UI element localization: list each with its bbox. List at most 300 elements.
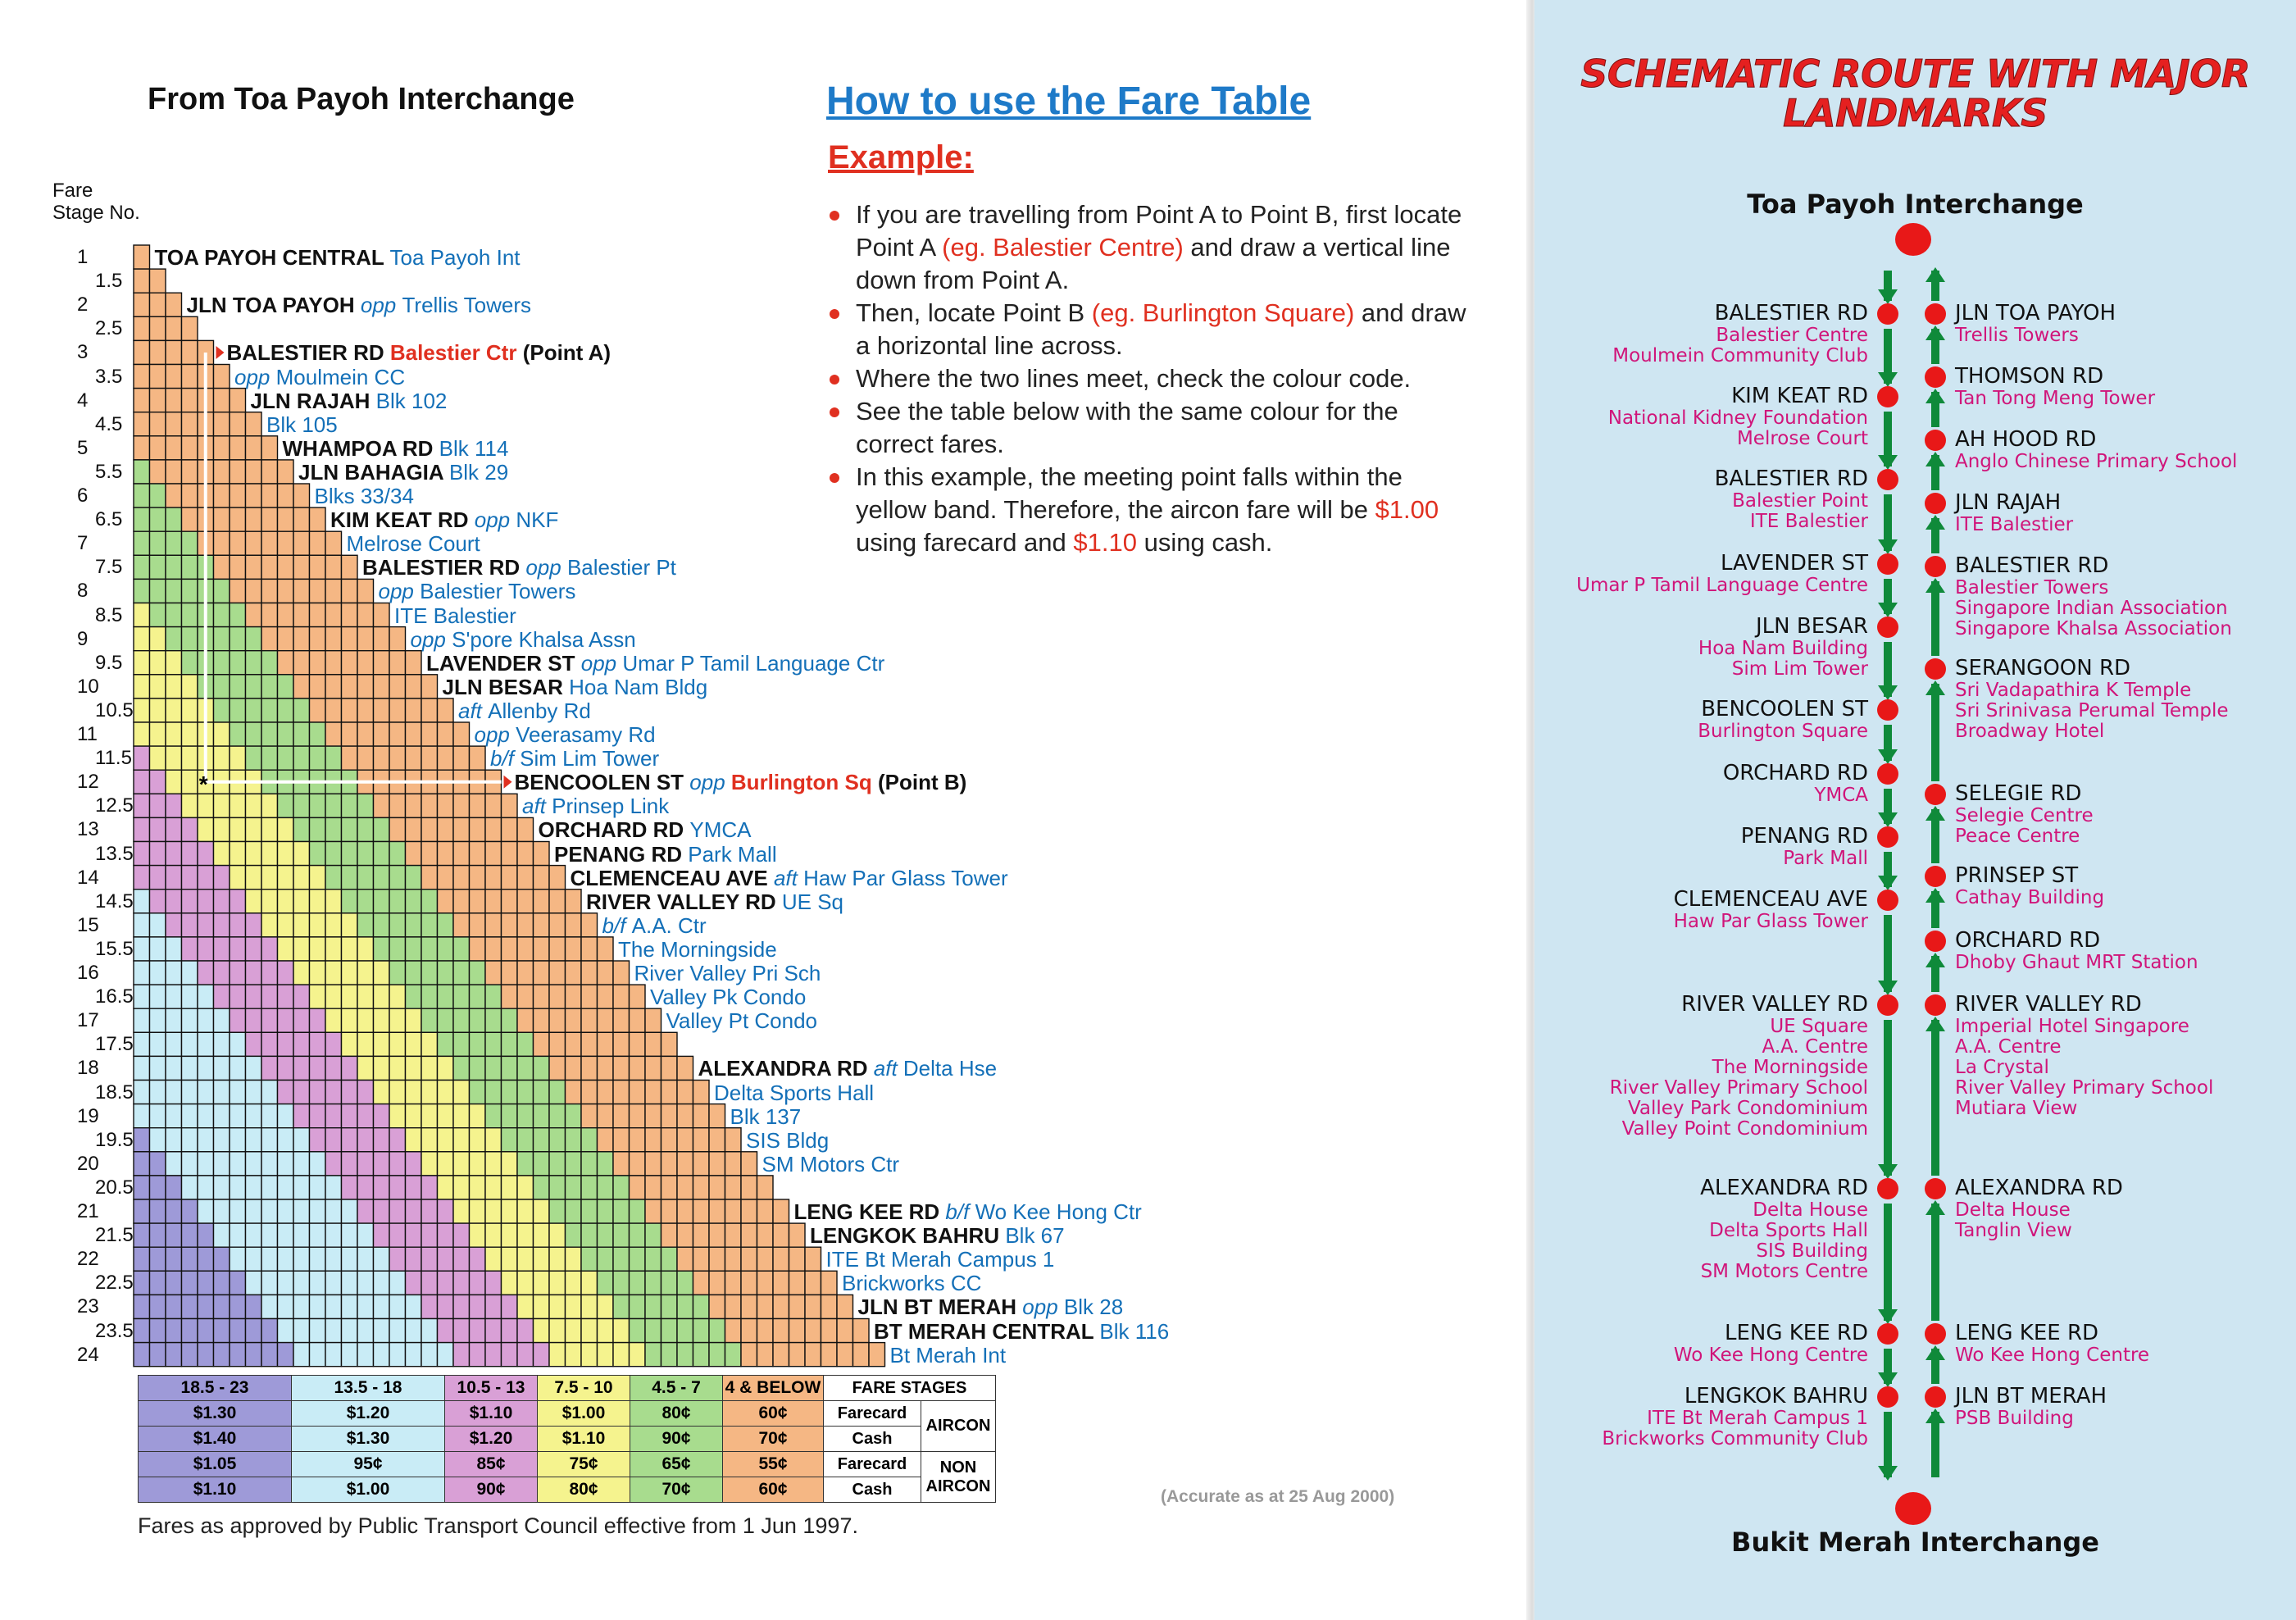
fare-cell bbox=[342, 866, 358, 890]
fare-cell bbox=[246, 1081, 262, 1104]
fare-cell bbox=[598, 1056, 614, 1080]
fare-cell bbox=[374, 1128, 390, 1152]
fare-cell bbox=[517, 1032, 534, 1056]
fare-cell bbox=[598, 1199, 614, 1223]
fare-cell bbox=[485, 1104, 502, 1128]
fare-cell bbox=[453, 794, 470, 817]
fare-cell bbox=[581, 985, 598, 1008]
stage-number: 8.5 bbox=[95, 603, 123, 626]
down-arrow-icon bbox=[1878, 749, 1898, 764]
fare-cell bbox=[246, 961, 262, 985]
fare-cell bbox=[581, 1152, 598, 1176]
fare-cell bbox=[357, 794, 374, 817]
fare-cell bbox=[261, 627, 278, 651]
up-arrow-icon bbox=[1925, 1200, 1945, 1215]
stage-number: 9.5 bbox=[95, 651, 123, 674]
fare-cell bbox=[278, 507, 294, 531]
route-stop-left: LAVENDER ST Umar P Tamil Language Centre bbox=[1576, 551, 1868, 596]
stop-dot-icon bbox=[1877, 994, 1898, 1016]
fare-cell bbox=[230, 913, 246, 937]
fare-cell bbox=[566, 1319, 582, 1343]
fare-cell bbox=[374, 1199, 390, 1223]
fare-cell bbox=[485, 1081, 502, 1104]
fare-cell bbox=[805, 1319, 821, 1343]
fare-cell bbox=[453, 842, 470, 866]
fare-cell bbox=[150, 1295, 166, 1318]
stop-dot-icon bbox=[1877, 699, 1898, 721]
fare-cell bbox=[278, 817, 294, 841]
fare-cell bbox=[389, 1056, 406, 1080]
fare-cell bbox=[677, 1128, 693, 1152]
fare-cell bbox=[310, 603, 326, 627]
fare-cell bbox=[613, 1008, 630, 1032]
stage-number: 23 bbox=[77, 1295, 99, 1318]
fare-cell bbox=[166, 1295, 182, 1318]
fare-cell bbox=[310, 746, 326, 770]
fare-cell bbox=[406, 1223, 422, 1247]
fare-cell bbox=[773, 1223, 789, 1247]
fare-cell bbox=[325, 675, 342, 699]
fare-cell bbox=[214, 484, 230, 507]
stage-number: 5 bbox=[77, 436, 89, 459]
fare-cell bbox=[502, 817, 518, 841]
fare-cell bbox=[182, 389, 198, 412]
fare-cell bbox=[853, 1319, 870, 1343]
fare-legend-table bbox=[138, 1375, 996, 1503]
fare-cell bbox=[677, 1247, 693, 1271]
fare-cell bbox=[438, 1295, 454, 1318]
fare-cell bbox=[261, 1104, 278, 1128]
fare-cell bbox=[470, 1199, 486, 1223]
fare-cell bbox=[485, 817, 502, 841]
fare-cell bbox=[502, 1247, 518, 1271]
fare-cell bbox=[198, 1104, 214, 1128]
fare-cell bbox=[757, 1223, 774, 1247]
fare-cell bbox=[470, 817, 486, 841]
fare-cell bbox=[645, 1152, 662, 1176]
fare-cell bbox=[150, 507, 166, 531]
fare-cell bbox=[470, 1223, 486, 1247]
fare-cell bbox=[230, 1056, 246, 1080]
fare-cell bbox=[470, 842, 486, 866]
fare-cell bbox=[581, 1081, 598, 1104]
down-arrow-icon bbox=[1878, 1309, 1898, 1324]
fare-cell bbox=[566, 1032, 582, 1056]
down-arrow-shaft bbox=[1884, 915, 1892, 992]
fare-cell bbox=[325, 890, 342, 913]
fare-cell bbox=[214, 746, 230, 770]
fare-cell bbox=[150, 389, 166, 412]
fare-cell bbox=[598, 1247, 614, 1271]
fare-cell bbox=[166, 675, 182, 699]
fare-cell bbox=[214, 866, 230, 890]
fare-cell bbox=[693, 1152, 710, 1176]
route-stop-left: BALESTIER RD Balestier Point ITE Balestier bbox=[1714, 466, 1868, 532]
fare-cell bbox=[134, 1128, 150, 1152]
stage-number: 7 bbox=[77, 532, 89, 555]
fare-cell bbox=[325, 842, 342, 866]
fare-cell bbox=[246, 937, 262, 961]
accurate-note: (Accurate as at 25 Aug 2000) bbox=[1161, 1487, 1395, 1506]
fare-cell bbox=[134, 1295, 150, 1318]
fare-cell bbox=[613, 1295, 630, 1318]
fare-cell bbox=[293, 746, 310, 770]
fare-cell bbox=[389, 1032, 406, 1056]
fare-cell bbox=[773, 1271, 789, 1295]
stage-number: 13.5 bbox=[95, 842, 134, 865]
fare-cell bbox=[150, 890, 166, 913]
route-stop-left: BENCOOLEN ST Burlington Square bbox=[1698, 697, 1868, 742]
fare-cell bbox=[182, 579, 198, 603]
fare-cell bbox=[166, 722, 182, 746]
fare-cell bbox=[182, 1247, 198, 1271]
fare-cell bbox=[453, 1199, 470, 1223]
fare-cell bbox=[549, 1271, 566, 1295]
fare-cell bbox=[453, 1319, 470, 1343]
fare-cell bbox=[421, 1056, 438, 1080]
fare-cell bbox=[342, 1081, 358, 1104]
fare-cell bbox=[421, 1104, 438, 1128]
down-arrow-icon bbox=[1878, 289, 1898, 304]
fare-cell bbox=[453, 1247, 470, 1271]
fare-cell bbox=[342, 1199, 358, 1223]
fare-cell bbox=[374, 699, 390, 722]
fare-cell bbox=[374, 961, 390, 985]
fare-cell bbox=[198, 1223, 214, 1247]
stop-label: ORCHARD RD YMCA bbox=[538, 817, 752, 843]
route-stop-left: BALESTIER RD Balestier Centre Moulmein Community Club bbox=[1612, 301, 1868, 366]
fare-cell bbox=[630, 1199, 646, 1223]
stop-label: ALEXANDRA RD aft Delta Hse bbox=[698, 1056, 998, 1081]
fare-cell bbox=[230, 1199, 246, 1223]
instruction-item: In this example, the meeting point falls within the yellow band. Therefore, the aircon fare will be $1.00 using farecard and $1.10 using cash. bbox=[828, 461, 1467, 559]
fare-cell bbox=[598, 937, 614, 961]
stage-number: 17.5 bbox=[95, 1033, 134, 1056]
down-arrow-icon bbox=[1878, 603, 1898, 617]
fare-cell bbox=[293, 1319, 310, 1343]
fare-cell bbox=[325, 555, 342, 579]
stage-number: 10 bbox=[77, 675, 99, 698]
fare-cell bbox=[278, 1176, 294, 1199]
fare-cell bbox=[278, 1152, 294, 1176]
fare-cell bbox=[581, 937, 598, 961]
fare-cell bbox=[246, 1199, 262, 1223]
fare-cell bbox=[134, 1319, 150, 1343]
fare-cell bbox=[246, 1295, 262, 1318]
fare-cell bbox=[566, 1176, 582, 1199]
fare-cell bbox=[598, 1128, 614, 1152]
fare-cell bbox=[453, 1152, 470, 1176]
fare-cell bbox=[374, 603, 390, 627]
fare-cell bbox=[453, 817, 470, 841]
fare-cell bbox=[325, 722, 342, 746]
fare-cell bbox=[134, 1081, 150, 1104]
fare-cell bbox=[261, 699, 278, 722]
fare-cell bbox=[453, 890, 470, 913]
fare-cell bbox=[230, 1271, 246, 1295]
fare-cell bbox=[246, 866, 262, 890]
fare-cell bbox=[214, 937, 230, 961]
fare-cell bbox=[389, 722, 406, 746]
fare-cell bbox=[598, 1319, 614, 1343]
fare-cell bbox=[741, 1343, 757, 1367]
fare-cell bbox=[230, 1008, 246, 1032]
fare-cell bbox=[278, 1199, 294, 1223]
fare-cell bbox=[278, 722, 294, 746]
fare-cell bbox=[198, 890, 214, 913]
fare-cell bbox=[134, 794, 150, 817]
fare-cell bbox=[485, 961, 502, 985]
fare-cell bbox=[246, 531, 262, 555]
fare-cell bbox=[261, 484, 278, 507]
fare-cell bbox=[150, 579, 166, 603]
fare-cell bbox=[502, 1128, 518, 1152]
fare-cell bbox=[182, 770, 198, 794]
fare-cell bbox=[757, 1295, 774, 1318]
stop-label: opp Moulmein CC bbox=[234, 364, 406, 389]
fare-cell bbox=[470, 913, 486, 937]
fare-cell bbox=[134, 460, 150, 484]
fare-cell bbox=[502, 913, 518, 937]
fare-cell bbox=[261, 1008, 278, 1032]
fare-cell bbox=[549, 1343, 566, 1367]
fare-cell bbox=[389, 937, 406, 961]
fare-cell bbox=[182, 484, 198, 507]
fare-cell bbox=[246, 484, 262, 507]
fare-cell bbox=[630, 1223, 646, 1247]
fare-cell bbox=[182, 817, 198, 841]
fare-cell bbox=[198, 794, 214, 817]
down-arrow-shaft bbox=[1884, 1204, 1892, 1321]
route-stop-left: PENANG RD Park Mall bbox=[1740, 824, 1868, 869]
fare-cell bbox=[150, 1008, 166, 1032]
fare-cell bbox=[166, 1056, 182, 1080]
fare-cell bbox=[406, 651, 422, 675]
stop-label: Melrose Court bbox=[346, 531, 480, 557]
fare-cell bbox=[662, 1104, 678, 1128]
fare-cell bbox=[374, 1104, 390, 1128]
fare-cell bbox=[310, 531, 326, 555]
fare-cell bbox=[421, 961, 438, 985]
fare-cell bbox=[166, 651, 182, 675]
fare-cell bbox=[549, 1152, 566, 1176]
fare-cell bbox=[677, 1271, 693, 1295]
fare-cell bbox=[150, 555, 166, 579]
fare-cell bbox=[134, 365, 150, 389]
fare-cell bbox=[581, 961, 598, 985]
fare-cell bbox=[214, 1199, 230, 1223]
fare-cell bbox=[278, 890, 294, 913]
fare-cell bbox=[741, 1152, 757, 1176]
fare-cell bbox=[630, 1056, 646, 1080]
stop-label: PENANG RD Park Mall bbox=[554, 841, 777, 867]
stop-dot-icon bbox=[1925, 931, 1946, 952]
stage-number: 15 bbox=[77, 913, 99, 936]
fare-cell bbox=[325, 866, 342, 890]
fare-cell bbox=[261, 1152, 278, 1176]
fare-cell bbox=[502, 1081, 518, 1104]
fare-cell bbox=[150, 866, 166, 890]
stage-number: 15.5 bbox=[95, 937, 134, 960]
fare-cell bbox=[662, 1319, 678, 1343]
fare-cell bbox=[517, 1152, 534, 1176]
stop-dot-icon bbox=[1925, 866, 1946, 887]
fare-cell bbox=[150, 436, 166, 460]
fare-cell bbox=[549, 1223, 566, 1247]
fare-cell bbox=[757, 1176, 774, 1199]
fare-cell bbox=[566, 1199, 582, 1223]
stop-label: Valley Pk Condo bbox=[650, 985, 807, 1010]
fare-cell bbox=[134, 961, 150, 985]
fare-cell bbox=[549, 961, 566, 985]
fare-cell bbox=[198, 1199, 214, 1223]
fare-row: $1.40 $1.30 $1.20 $1.10 90¢ 70¢ Cash bbox=[139, 1427, 996, 1452]
fare-cell bbox=[342, 794, 358, 817]
fare-cell bbox=[182, 1271, 198, 1295]
fare-cell bbox=[757, 1319, 774, 1343]
fare-cell bbox=[534, 1104, 550, 1128]
fare-cell bbox=[581, 1247, 598, 1271]
fare-cell bbox=[246, 1104, 262, 1128]
fare-cell bbox=[438, 1176, 454, 1199]
fare-cell bbox=[214, 412, 230, 436]
stage-number: 9 bbox=[77, 627, 89, 650]
fare-cell bbox=[438, 794, 454, 817]
fare-cell bbox=[198, 1343, 214, 1367]
stage-number: 1 bbox=[77, 246, 89, 268]
stop-label: CLEMENCEAU AVE aft Haw Par Glass Tower bbox=[570, 865, 1008, 890]
fare-cell bbox=[310, 1199, 326, 1223]
fare-cell bbox=[421, 746, 438, 770]
fare-cell bbox=[342, 1104, 358, 1128]
fare-cell bbox=[421, 1271, 438, 1295]
fare-cell bbox=[342, 961, 358, 985]
fare-cell bbox=[470, 985, 486, 1008]
fare-cell bbox=[230, 937, 246, 961]
fare-cell bbox=[502, 842, 518, 866]
fare-cell bbox=[677, 1343, 693, 1367]
fare-cell bbox=[438, 1199, 454, 1223]
fare-cell bbox=[581, 913, 598, 937]
fare-cell bbox=[662, 1343, 678, 1367]
fare-cell bbox=[421, 1008, 438, 1032]
fare-cell bbox=[502, 1319, 518, 1343]
fare-cell bbox=[182, 1319, 198, 1343]
fare-cell bbox=[214, 699, 230, 722]
fare-cell bbox=[214, 675, 230, 699]
fare-cell bbox=[693, 1081, 710, 1104]
fare-cell bbox=[421, 1199, 438, 1223]
fare-cell bbox=[357, 1295, 374, 1318]
fare-cell bbox=[389, 651, 406, 675]
fare-row: $1.10 $1.00 90¢ 80¢ 70¢ 60¢ Cash bbox=[139, 1477, 996, 1503]
fare-cell bbox=[293, 985, 310, 1008]
fare-cell bbox=[150, 1152, 166, 1176]
route-stop-right: JLN TOA PAYOH Trellis Towers bbox=[1955, 301, 2116, 346]
fare-cell bbox=[230, 603, 246, 627]
fare-cell bbox=[613, 1343, 630, 1367]
fare-cell bbox=[150, 293, 166, 316]
fare-cell bbox=[566, 1104, 582, 1128]
fare-cell bbox=[693, 1104, 710, 1128]
fare-cell bbox=[246, 460, 262, 484]
down-arrow-shaft bbox=[1884, 1020, 1892, 1176]
fare-cell bbox=[310, 1104, 326, 1128]
fare-cell bbox=[310, 1319, 326, 1343]
fare-cell bbox=[453, 1271, 470, 1295]
fare-cell bbox=[182, 794, 198, 817]
stop-label: aft Prinsep Link bbox=[522, 794, 670, 819]
instruction-item: Then, locate Point B (eg. Burlington Square) and draw a horizontal line across. bbox=[828, 297, 1467, 362]
fare-cell bbox=[293, 866, 310, 890]
fare-cell bbox=[134, 1343, 150, 1367]
fare-cell bbox=[246, 1271, 262, 1295]
fare-cell bbox=[357, 699, 374, 722]
fare-cell bbox=[693, 1199, 710, 1223]
fare-cell bbox=[214, 1152, 230, 1176]
fare-cell bbox=[438, 1008, 454, 1032]
fare-cell bbox=[293, 1081, 310, 1104]
fare-cell bbox=[261, 913, 278, 937]
fare-cell bbox=[293, 937, 310, 961]
fare-cell bbox=[566, 937, 582, 961]
down-arrow-icon bbox=[1878, 372, 1898, 387]
fare-cell bbox=[566, 1152, 582, 1176]
fare-cell bbox=[214, 1056, 230, 1080]
fare-cell bbox=[517, 817, 534, 841]
fare-cell bbox=[421, 1176, 438, 1199]
fare-cell bbox=[389, 866, 406, 890]
fare-cell bbox=[709, 1223, 725, 1247]
fare-cell bbox=[150, 651, 166, 675]
fare-cell bbox=[325, 1056, 342, 1080]
fare-cell bbox=[134, 1104, 150, 1128]
fare-cell bbox=[357, 1104, 374, 1128]
fare-cell bbox=[166, 1176, 182, 1199]
fare-cell bbox=[278, 555, 294, 579]
fare-cell bbox=[662, 1199, 678, 1223]
stop-dot-icon bbox=[1877, 303, 1898, 325]
fare-cell bbox=[134, 484, 150, 507]
route-stop-right: RIVER VALLEY RD Imperial Hotel Singapore A.A. Centre La Crystal River Valley Primary School Mutiara View bbox=[1955, 992, 2214, 1119]
fare-cell bbox=[470, 890, 486, 913]
fare-cell bbox=[421, 722, 438, 746]
fare-cell bbox=[342, 937, 358, 961]
fare-cell bbox=[214, 1081, 230, 1104]
fare-cell bbox=[278, 1032, 294, 1056]
fare-cell bbox=[357, 913, 374, 937]
fare-cell bbox=[134, 985, 150, 1008]
fare-cell bbox=[150, 1199, 166, 1223]
fare-cell bbox=[725, 1128, 742, 1152]
fare-cell bbox=[261, 722, 278, 746]
fare-cell bbox=[470, 937, 486, 961]
fare-cell bbox=[230, 484, 246, 507]
fare-cell bbox=[837, 1295, 853, 1318]
fare-cell bbox=[534, 1271, 550, 1295]
route-stop-left: LENG KEE RD Wo Kee Hong Centre bbox=[1673, 1321, 1868, 1366]
fare-cell bbox=[693, 1271, 710, 1295]
fare-cell bbox=[134, 627, 150, 651]
fare-cell bbox=[406, 817, 422, 841]
fare-cell bbox=[278, 1056, 294, 1080]
fare-cell bbox=[342, 1128, 358, 1152]
fare-cell bbox=[421, 937, 438, 961]
route-title: SCHEMATIC ROUTE WITH MAJOR LANDMARKS bbox=[1580, 52, 2250, 135]
fare-cell bbox=[805, 1247, 821, 1271]
fare-cell bbox=[566, 913, 582, 937]
stop-label: River Valley Pri Sch bbox=[634, 961, 821, 985]
